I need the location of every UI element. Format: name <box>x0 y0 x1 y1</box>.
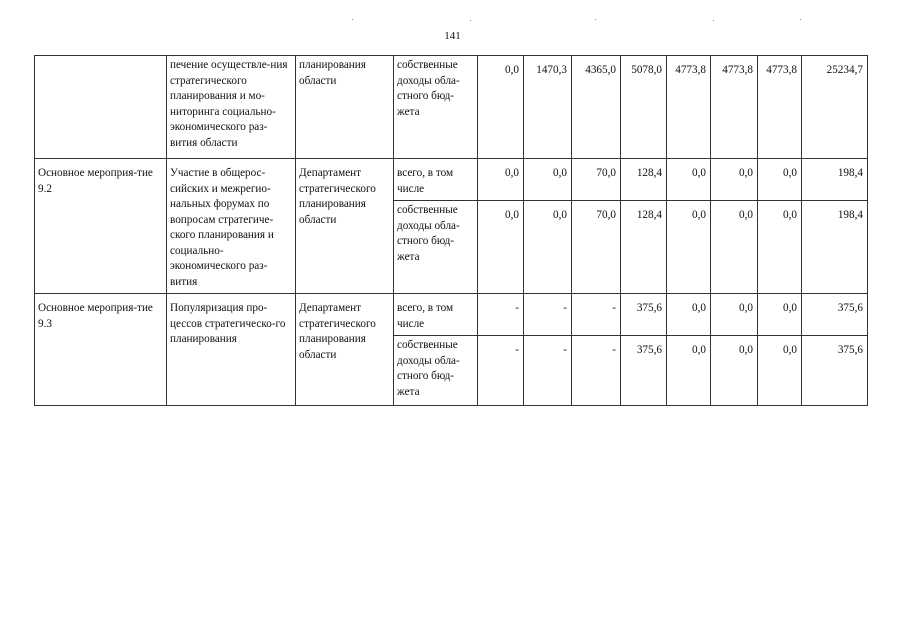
description-cell: Популяризация про-цессов стратегическо-го планирования <box>167 294 296 406</box>
executor-cell: планирования области <box>296 56 394 159</box>
source-cell: собственные доходы обла-стного бюд-жета <box>394 56 478 159</box>
value-cell: 128,4 <box>621 201 667 294</box>
value-cell: 4365,0 <box>572 56 621 159</box>
value-cell: 375,6 <box>802 336 868 406</box>
value-cell: 0,0 <box>667 294 711 336</box>
value-cell: - <box>572 336 621 406</box>
page-number: 141 <box>444 30 461 42</box>
value-cell: 70,0 <box>572 159 621 201</box>
value-cell: 0,0 <box>711 336 758 406</box>
value-cell: 0,0 <box>758 336 802 406</box>
value-cell: 0,0 <box>478 201 524 294</box>
table-row <box>35 56 868 159</box>
value-cell: 5078,0 <box>621 56 667 159</box>
source-cell: собственные доходы обла-стного бюд-жета <box>394 336 478 406</box>
measure-cell: Основное мероприя-тие 9.3 <box>35 294 167 406</box>
value-cell: 0,0 <box>711 294 758 336</box>
value-cell: 0,0 <box>478 56 524 159</box>
measure-cell <box>35 56 167 159</box>
source-cell: собственные доходы обла-стного бюд-жета <box>394 201 478 294</box>
value-cell: 375,6 <box>802 294 868 336</box>
value-cell: 4773,8 <box>711 56 758 159</box>
value-cell: 25234,7 <box>802 56 868 159</box>
value-cell: 0,0 <box>524 201 572 294</box>
value-cell: - <box>478 336 524 406</box>
value-cell: 0,0 <box>711 201 758 294</box>
value-cell: 0,0 <box>758 294 802 336</box>
description-cell: Участие в общерос-сийских и межрегио-нальных форумах по вопросам стратегиче-ского планирования и социально-экономического раз-вития <box>167 159 296 294</box>
executor-cell: Департамент стратегического планирования области <box>296 294 394 406</box>
value-cell: 0,0 <box>478 159 524 201</box>
value-cell: - <box>524 294 572 336</box>
table-row <box>35 294 868 336</box>
value-cell: 0,0 <box>758 201 802 294</box>
value-cell: 0,0 <box>758 159 802 201</box>
table-row <box>35 159 868 201</box>
value-cell: 0,0 <box>711 159 758 201</box>
value-cell: 70,0 <box>572 201 621 294</box>
value-cell: 375,6 <box>621 294 667 336</box>
value-cell: 0,0 <box>667 336 711 406</box>
value-cell: 4773,8 <box>758 56 802 159</box>
description-cell: печение осуществле-ния стратегического планирования и мо-ниторинга социально-экономического раз-вития области <box>167 56 296 159</box>
value-cell: 0,0 <box>667 159 711 201</box>
value-cell: 198,4 <box>802 201 868 294</box>
value-cell: - <box>478 294 524 336</box>
value-cell: 0,0 <box>524 159 572 201</box>
value-cell: - <box>572 294 621 336</box>
value-cell: 0,0 <box>667 201 711 294</box>
source-cell: всего, в том числе <box>394 294 478 336</box>
value-cell: 4773,8 <box>667 56 711 159</box>
value-cell: 128,4 <box>621 159 667 201</box>
value-cell: - <box>524 336 572 406</box>
executor-cell: Департамент стратегического планирования области <box>296 159 394 294</box>
value-cell: 375,6 <box>621 336 667 406</box>
value-cell: 1470,3 <box>524 56 572 159</box>
scan-dots <box>0 18 905 22</box>
source-cell: всего, в том числе <box>394 159 478 201</box>
value-cell: 198,4 <box>802 159 868 201</box>
budget-table <box>34 55 868 406</box>
measure-cell: Основное мероприя-тие 9.2 <box>35 159 167 294</box>
